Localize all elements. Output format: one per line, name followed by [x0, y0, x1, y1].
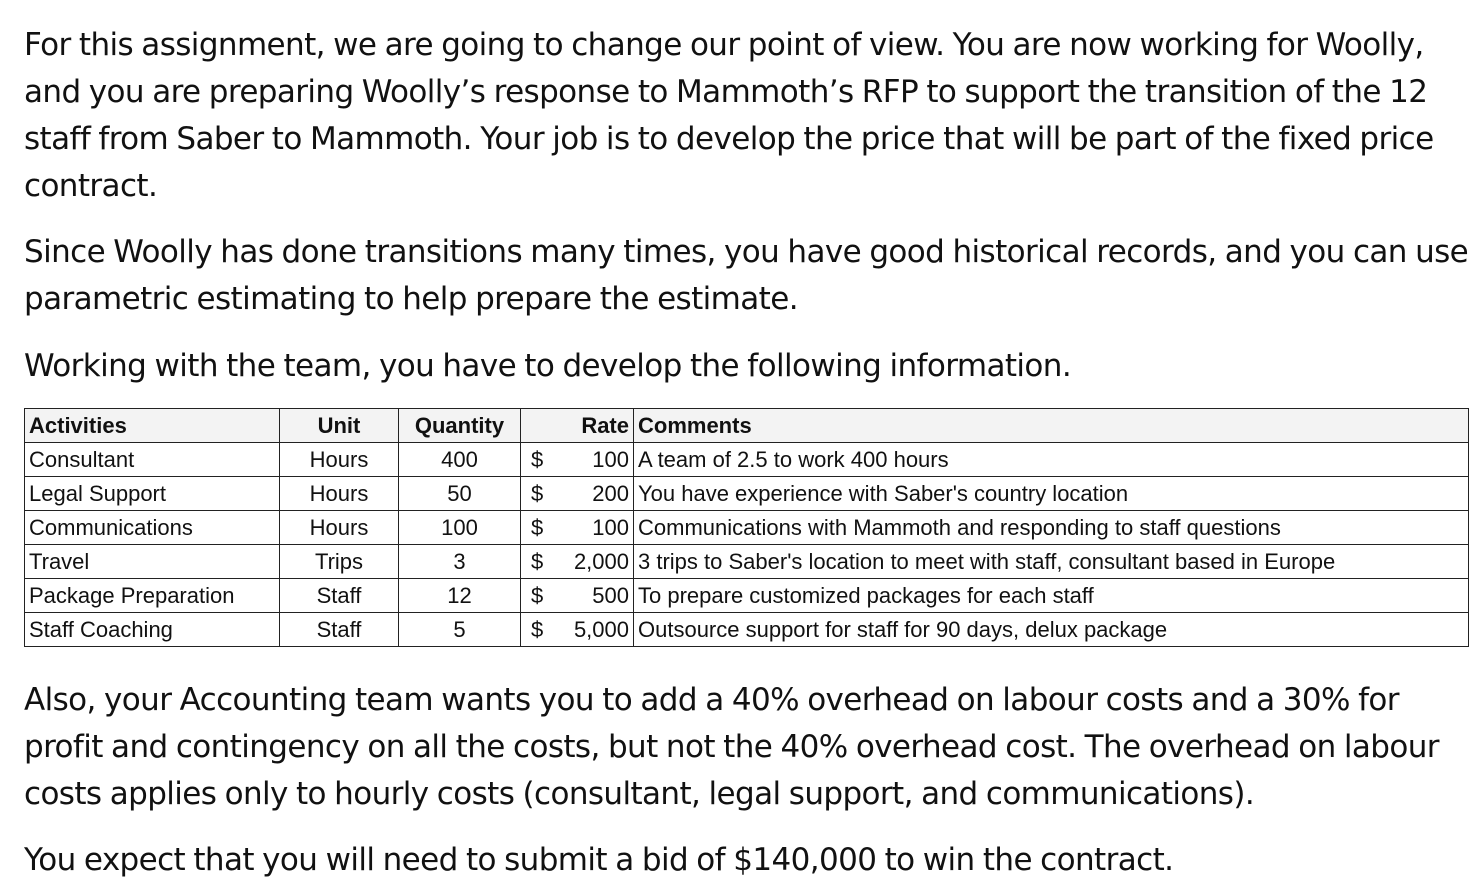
cell-rate	[521, 511, 634, 545]
cell-quantity: 50	[399, 477, 521, 511]
cell-comment: A team of 2.5 to work 400 hours	[634, 443, 1469, 477]
cell-activity: Staff Coaching	[25, 613, 280, 647]
cell-comment: 3 trips to Saber's location to meet with staff, consultant based in Europe	[634, 545, 1469, 579]
bid-paragraph: You expect that you will need to submit a bid of $140,000 to win the contract.	[24, 842, 1174, 878]
activities-table	[24, 408, 1469, 647]
cell-activity: Travel	[25, 545, 280, 579]
cell-comment: Outsource support for staff for 90 days, delux package	[634, 613, 1469, 647]
header-unit: Unit	[280, 409, 399, 443]
table-row	[25, 511, 1469, 545]
team-paragraph: Working with the team, you have to develop the following information.	[24, 348, 1072, 384]
cell-activity: Package Preparation	[25, 579, 280, 613]
cell-quantity: 3	[399, 545, 521, 579]
intro-paragraph: For this assignment, we are going to change our point of view. You are now working for Woolly, and you are preparing Woolly’s response to Mammoth’s RFP to support the transition of the 12 staff from Saber to Mammoth. Your job is to develop the price that will be part of the fixed price contract.	[24, 27, 1434, 204]
header-quantity: Quantity	[399, 409, 521, 443]
cell-comment: You have experience with Saber's country location	[634, 477, 1469, 511]
cell-rate	[521, 477, 634, 511]
rate-amount: 100	[592, 446, 629, 472]
currency-symbol: $	[531, 514, 544, 540]
history-paragraph: Since Woolly has done transitions many times, you have good historical records, and you can use parametric estimating to help prepare the estimate.	[24, 234, 1469, 317]
currency-symbol: $	[531, 446, 544, 472]
table-row	[25, 477, 1469, 511]
cell-unit: Trips	[280, 545, 399, 579]
cell-activity: Consultant	[25, 443, 280, 477]
currency-symbol: $	[531, 480, 544, 506]
cell-unit: Staff	[280, 579, 399, 613]
currency-symbol: $	[531, 616, 544, 642]
cell-quantity: 100	[399, 511, 521, 545]
table-row	[25, 545, 1469, 579]
currency-symbol: $	[531, 548, 544, 574]
cell-unit: Hours	[280, 511, 399, 545]
cell-unit: Hours	[280, 477, 399, 511]
rate-amount: 100	[592, 514, 629, 540]
cell-quantity: 12	[399, 579, 521, 613]
overhead-paragraph: Also, your Accounting team wants you to add a 40% overhead on labour costs and a 30% for profit and contingency on all the costs, but not the 40% overhead cost. The overhead on labour costs applies only to hourly costs (consultant, legal support, and communications).	[24, 682, 1439, 812]
header-rate: Rate	[521, 409, 634, 443]
rate-amount: 5,000	[573, 616, 629, 642]
cell-rate	[521, 613, 634, 647]
rate-amount: 2,000	[573, 548, 629, 574]
activities-table-container	[24, 408, 1469, 647]
cell-activity: Legal Support	[25, 477, 280, 511]
cell-comment: Communications with Mammoth and responding to staff questions	[634, 511, 1469, 545]
rate-amount: 200	[592, 480, 629, 506]
cell-unit: Staff	[280, 613, 399, 647]
cell-rate	[521, 443, 634, 477]
table-row	[25, 443, 1469, 477]
cell-quantity: 400	[399, 443, 521, 477]
cell-quantity: 5	[399, 613, 521, 647]
cell-unit: Hours	[280, 443, 399, 477]
currency-symbol: $	[531, 582, 544, 608]
table-row	[25, 613, 1469, 647]
cell-comment: To prepare customized packages for each staff	[634, 579, 1469, 613]
table-row	[25, 579, 1469, 613]
cell-rate	[521, 545, 634, 579]
rate-amount: 500	[592, 582, 629, 608]
header-comments: Comments	[634, 409, 1469, 443]
cell-activity: Communications	[25, 511, 280, 545]
table-header-row	[25, 409, 1469, 443]
cell-rate	[521, 579, 634, 613]
header-activities: Activities	[25, 409, 280, 443]
